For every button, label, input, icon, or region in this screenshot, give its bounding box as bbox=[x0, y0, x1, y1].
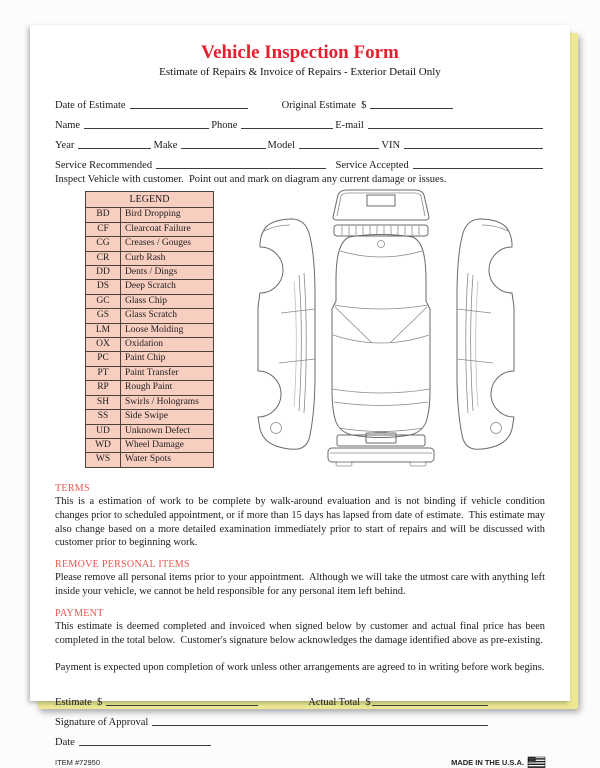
legend-label: Dents / Dings bbox=[121, 266, 214, 280]
legend-row bbox=[86, 309, 214, 323]
make-label: Make bbox=[153, 140, 178, 151]
legend-label: Swirls / Holograms bbox=[121, 395, 214, 409]
signature-line[interactable] bbox=[152, 713, 488, 726]
car-damage-diagram[interactable] bbox=[236, 185, 536, 474]
legend-label: Glass Chip bbox=[121, 294, 214, 308]
legend-label: Paint Transfer bbox=[121, 366, 214, 380]
legend-row bbox=[86, 395, 214, 409]
phone-label: Phone bbox=[211, 120, 238, 131]
legend-row bbox=[86, 323, 214, 337]
name-line[interactable] bbox=[84, 116, 209, 129]
vin-label: VIN bbox=[381, 140, 401, 151]
legend-row bbox=[86, 410, 214, 424]
legend-row bbox=[86, 222, 214, 236]
car-left-side-view bbox=[258, 219, 315, 449]
header-fields bbox=[55, 91, 545, 171]
legend-label: Side Swipe bbox=[121, 410, 214, 424]
legend-label: Rough Paint bbox=[121, 381, 214, 395]
payment-heading: PAYMENT bbox=[55, 607, 104, 619]
legend-code: RP bbox=[86, 381, 121, 395]
section-terms bbox=[55, 483, 548, 550]
date-of-estimate-label: Date of Estimate bbox=[55, 100, 126, 111]
model-line[interactable] bbox=[299, 136, 379, 149]
totals-block bbox=[55, 688, 545, 748]
form-paper bbox=[30, 25, 570, 768]
legend-row bbox=[86, 366, 214, 380]
legend-row bbox=[86, 280, 214, 294]
legend-label: Water Spots bbox=[121, 453, 214, 467]
legend-row bbox=[86, 294, 214, 308]
legend-row bbox=[86, 438, 214, 452]
car-top-view bbox=[332, 235, 430, 438]
actual-total-label: Actual Total $ bbox=[308, 697, 371, 709]
original-estimate-line[interactable] bbox=[370, 96, 453, 109]
legend-row bbox=[86, 208, 214, 222]
date-label: Date bbox=[55, 737, 75, 749]
remove-items-paragraph: Please remove all personal items prior to your appointment. Although we will take the utmost care with anything left inside your vehicle, we cannot be held responsible for any personal item left behind. bbox=[55, 572, 548, 598]
service-recommended-label: Service Recommended bbox=[55, 160, 153, 171]
legend-row bbox=[86, 237, 214, 251]
remove-items-heading: REMOVE PERSONAL ITEMS bbox=[55, 559, 190, 571]
legend-row bbox=[86, 266, 214, 280]
service-accepted-line[interactable] bbox=[413, 156, 543, 169]
make-line[interactable] bbox=[181, 136, 265, 149]
terms-paragraph: This is a estimation of work to be complete by walk-around evaluation and is not binding if vehicle condition changes prior to scheduled appointment, or if more than 15 days has lapsed from date of estimate. This estimate may also change based on a more detailed examination immediately prior to start of repairs and will be discussed with customer prior to beginning work. bbox=[55, 496, 548, 549]
phone-line[interactable] bbox=[241, 116, 333, 129]
legend-code: GS bbox=[86, 309, 121, 323]
legend-code: DS bbox=[86, 280, 121, 294]
terms-sections bbox=[55, 483, 548, 674]
legend-label: Paint Chip bbox=[121, 352, 214, 366]
legend-label: Wheel Damage bbox=[121, 438, 214, 452]
service-recommended-line[interactable] bbox=[156, 156, 325, 169]
year-label: Year bbox=[55, 140, 75, 151]
date-of-estimate-line[interactable] bbox=[130, 96, 248, 109]
payment-paragraph-1: This estimate is deemed completed and invoiced when signed below by customer and actual final price has been completed in the total below. Customer's signature below acknowledges the damage identified above as pre-existing. bbox=[55, 620, 548, 646]
legend-label: Oxidation bbox=[121, 338, 214, 352]
model-label: Model bbox=[267, 140, 295, 151]
date-line[interactable] bbox=[79, 733, 211, 746]
legend-code: PC bbox=[86, 352, 121, 366]
legend-label: Loose Molding bbox=[121, 323, 214, 337]
service-accepted-label: Service Accepted bbox=[335, 160, 409, 171]
name-label: Name bbox=[55, 120, 81, 131]
legend-label: Creases / Gouges bbox=[121, 237, 214, 251]
section-payment bbox=[55, 607, 548, 674]
original-estimate-label: Original Estimate $ bbox=[281, 100, 367, 111]
car-right-side-view bbox=[457, 219, 514, 449]
legend-code: CF bbox=[86, 222, 121, 236]
section-remove-personal-items bbox=[55, 559, 548, 599]
year-line[interactable] bbox=[78, 136, 151, 149]
actual-total-line[interactable] bbox=[372, 693, 488, 706]
legend-code: DD bbox=[86, 266, 121, 280]
terms-heading: TERMS bbox=[55, 483, 90, 494]
legend-label: Bird Dropping bbox=[121, 208, 214, 222]
legend-label: Clearcoat Failure bbox=[121, 222, 214, 236]
legend-label: Curb Rash bbox=[121, 251, 214, 265]
estimate-label: Estimate $ bbox=[55, 697, 103, 709]
legend-code: PT bbox=[86, 366, 121, 380]
legend-code: WS bbox=[86, 453, 121, 467]
footer bbox=[55, 757, 545, 768]
legend-row bbox=[86, 424, 214, 438]
inspection-instruction: Inspect Vehicle with customer. Point out and mark on diagram any current damage or issues. bbox=[55, 174, 447, 185]
legend-table bbox=[85, 191, 214, 468]
legend-label: Unknown Defect bbox=[121, 424, 214, 438]
email-line[interactable] bbox=[368, 116, 543, 129]
legend-code: SS bbox=[86, 410, 121, 424]
estimate-line[interactable] bbox=[106, 693, 258, 706]
legend-code: UD bbox=[86, 424, 121, 438]
us-flag-icon bbox=[528, 757, 545, 768]
legend-label: Glass Scratch bbox=[121, 309, 214, 323]
legend-code: OX bbox=[86, 338, 121, 352]
item-number: ITEM #72950 bbox=[55, 758, 101, 768]
legend-code: WD bbox=[86, 438, 121, 452]
car-front-view bbox=[333, 190, 429, 236]
email-label: E-mail bbox=[335, 120, 364, 131]
signature-label: Signature of Approval bbox=[55, 717, 149, 729]
legend-title: LEGEND bbox=[86, 192, 214, 208]
legend-code: CG bbox=[86, 237, 121, 251]
legend-row bbox=[86, 251, 214, 265]
legend-code: SH bbox=[86, 395, 121, 409]
legend-code: BD bbox=[86, 208, 121, 222]
payment-paragraph-2: Payment is expected upon completion of work unless other arrangements are agreed to in writing before work begins. bbox=[55, 661, 545, 673]
page-title: Vehicle Inspection Form bbox=[201, 42, 399, 63]
made-in-usa-label: MADE IN THE U.S.A. bbox=[451, 758, 524, 768]
legend-row bbox=[86, 352, 214, 366]
legend-code: CR bbox=[86, 251, 121, 265]
legend-code: GC bbox=[86, 294, 121, 308]
legend-row bbox=[86, 338, 214, 352]
legend-and-diagram bbox=[55, 191, 545, 474]
legend-label: Deep Scratch bbox=[121, 280, 214, 294]
vin-line[interactable] bbox=[404, 136, 543, 149]
page-subtitle: Estimate of Repairs & Invoice of Repairs - Exterior Detail Only bbox=[159, 66, 441, 78]
legend-row bbox=[86, 453, 214, 467]
legend-row bbox=[86, 381, 214, 395]
legend-code: LM bbox=[86, 323, 121, 337]
